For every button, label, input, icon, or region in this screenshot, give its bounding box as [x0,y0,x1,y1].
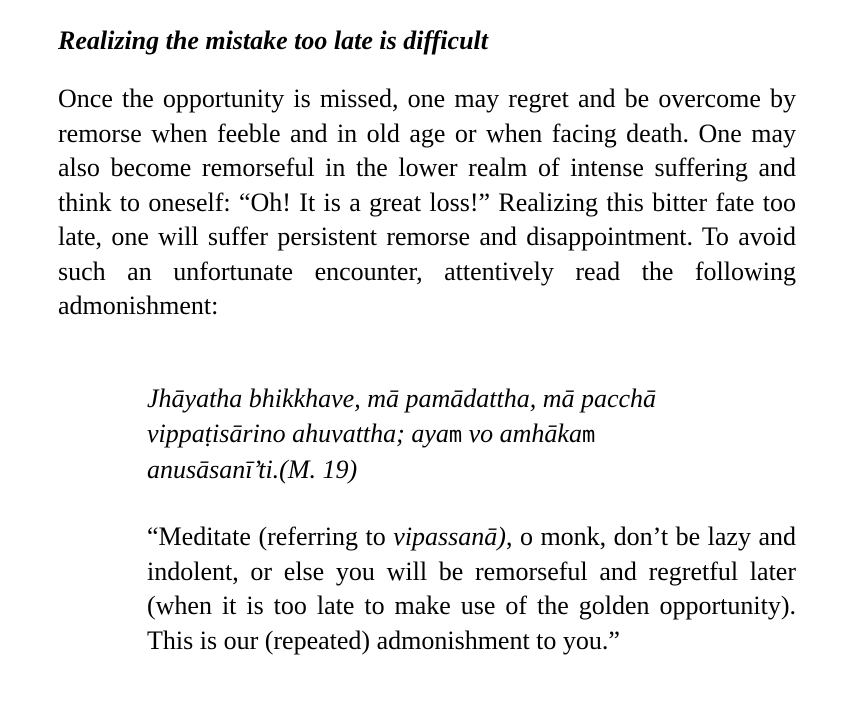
translation-before: “Meditate (referring to [147,522,394,551]
pali-line-2 [147,417,807,454]
pali-line-1: Jhāyatha bhikkhave, mā pamādattha, mā pacchā [147,384,657,413]
section-heading: Realizing the mistake too late is difficult [58,26,488,55]
translation-term: vipassanā) [393,522,506,551]
pali-line-2-part-a: vippaṭisārino ahuvattha; aya [147,418,449,448]
pali-line-3: anusāsanī’ti.(M. 19) [147,455,358,484]
pali-line-2-glyph-2: m [581,422,596,448]
pali-line-2-glyph-1: m [448,422,463,448]
body-paragraph: Once the opportunity is missed, one may regret and be overcome by remorse when feeble and in old age or when facing death. One may also become remorseful in the lower realm of intense suffering and think to oneself: “Oh! It is a great loss!” Realizing this bitter fate too late, one will suffer persistent remorse and disappointment. To avoid such an unfortunate encounter, attentively read the following admonishment: [58,84,796,320]
pali-line-2-part-b: vo amhāka [462,418,582,448]
translation-after: , o monk, don’t be lazy and indolent, or else you will be remorseful and regretful later (when it is too late to make use of the golden opportunity). This is our (repeated) admonishment to you.” [147,522,796,655]
pali-quote [147,382,807,488]
translation-paragraph [147,520,796,658]
